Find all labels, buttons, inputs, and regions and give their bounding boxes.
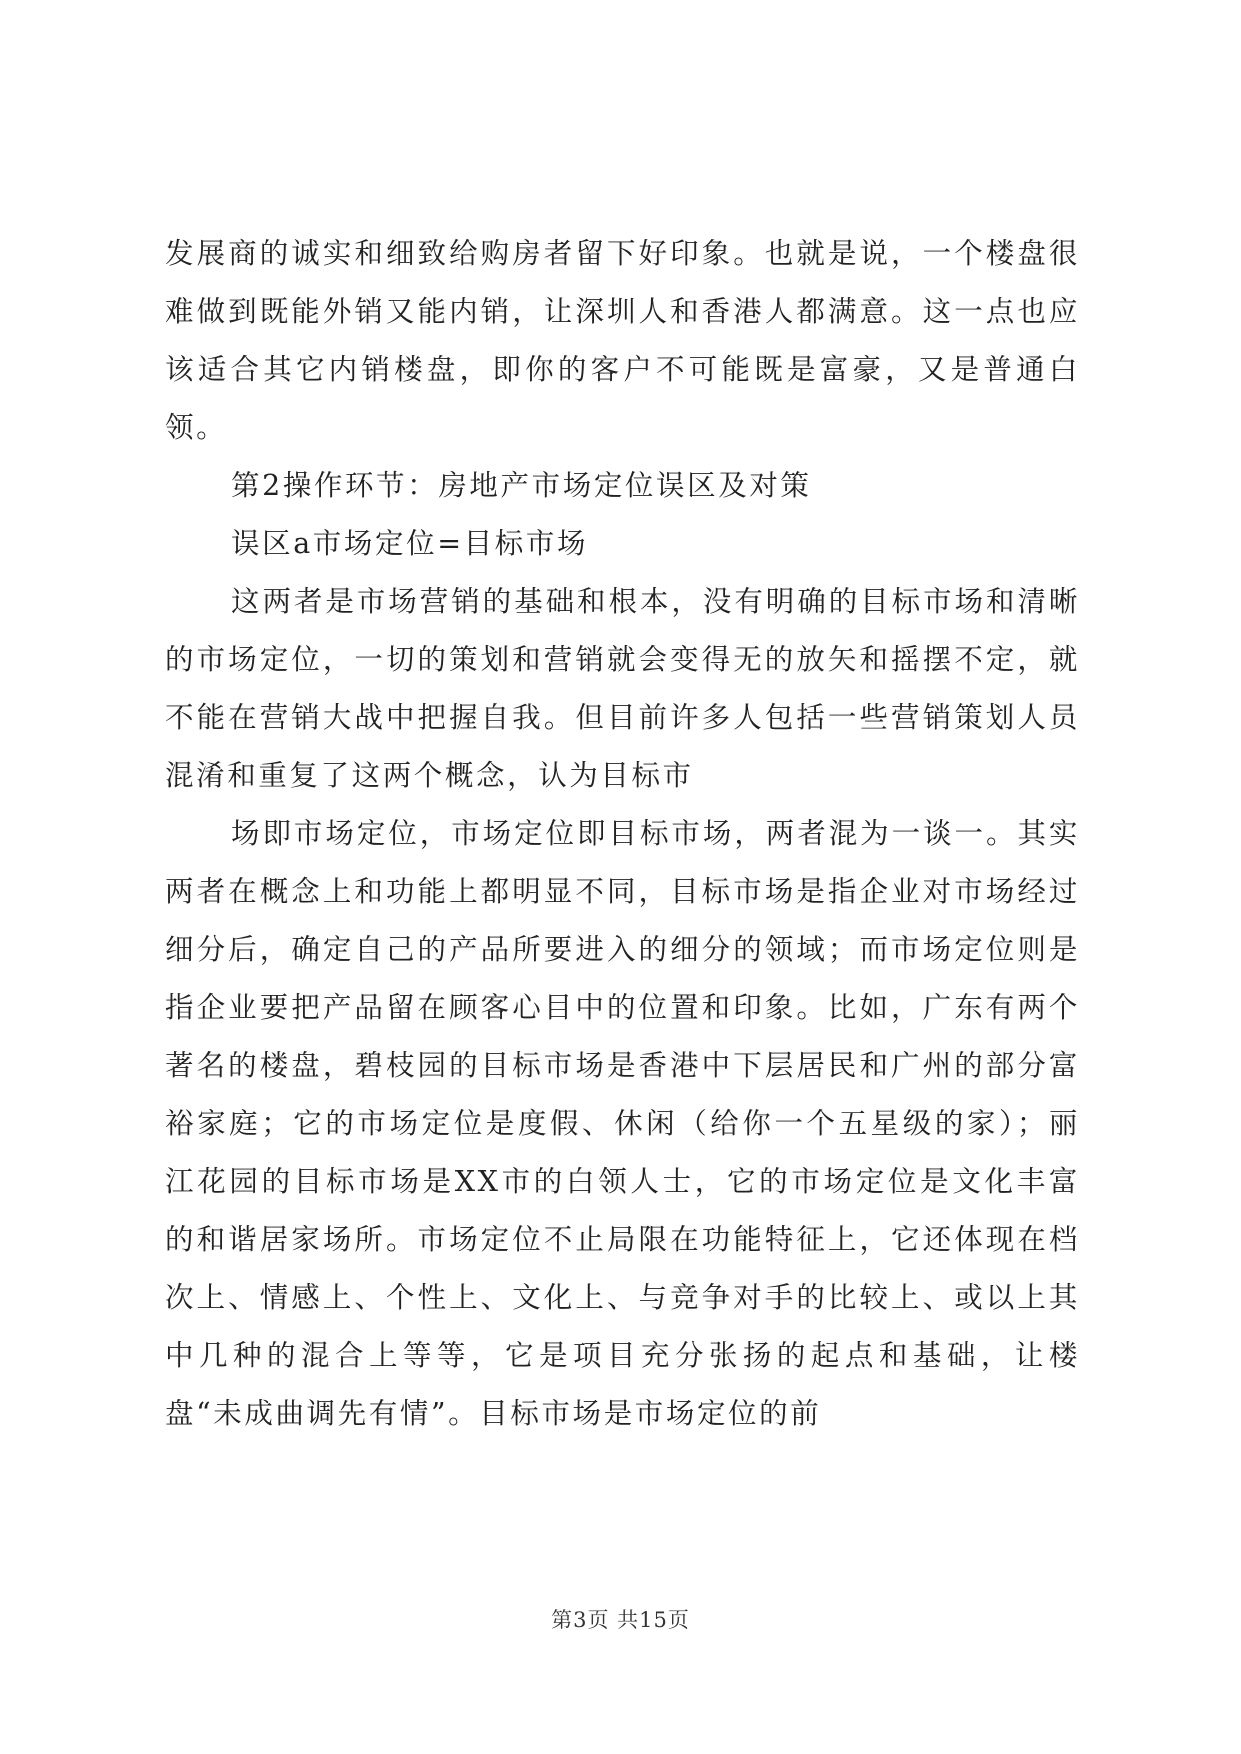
section-heading: 第2操作环节：房地产市场定位误区及对策 bbox=[231, 469, 812, 502]
paragraph: 这两者是市场营销的基础和根本，没有明确的目标市场和清晰的市场定位，一切的策划和营销就会变得无的放矢和摇摆不定，就不能在营销大战中把握自我。但目前许多人包括一些营销策划人员混淆和重复了这两个概念，认为目标市 bbox=[165, 585, 1080, 792]
paragraph-continuation: 发展商的诚实和细致给购房者留下好印象。也就是说，一个楼盘很难做到既能外销又能内销，让深圳人和香港人都满意。这一点也应该适合其它内销楼盘，即你的客户不可能既是富豪，又是普通白领。 bbox=[165, 237, 1080, 444]
subsection-heading: 误区a市场定位=目标市场 bbox=[231, 527, 589, 560]
document-body bbox=[165, 225, 1080, 1443]
paragraph: 场即市场定位，市场定位即目标市场，两者混为一谈一。其实两者在概念上和功能上都明显不同，目标市场是指企业对市场经过细分后，确定自己的产品所要进入的细分的领域；而市场定位则是指企业要把产品留在顾客心目中的位置和印象。比如，广东有两个著名的楼盘，碧枝园的目标市场是香港中下层居民和广州的部分富裕家庭；它的市场定位是度假、休闲（给你一个五星级的家）；丽江花园的目标市场是XX市的白领人士，它的市场定位是文化丰富的和谐居家场所。市场定位不止局限在功能特征上，它还体现在档次上、情感上、个性上、文化上、与竞争对手的比较上、或以上其中几种的混合上等等，它是项目充分张扬的起点和基础，让楼盘“未成曲调先有情”。目标市场是市场定位的前 bbox=[165, 817, 1080, 1430]
page-number-footer: 第3页 共15页 bbox=[551, 1608, 690, 1632]
